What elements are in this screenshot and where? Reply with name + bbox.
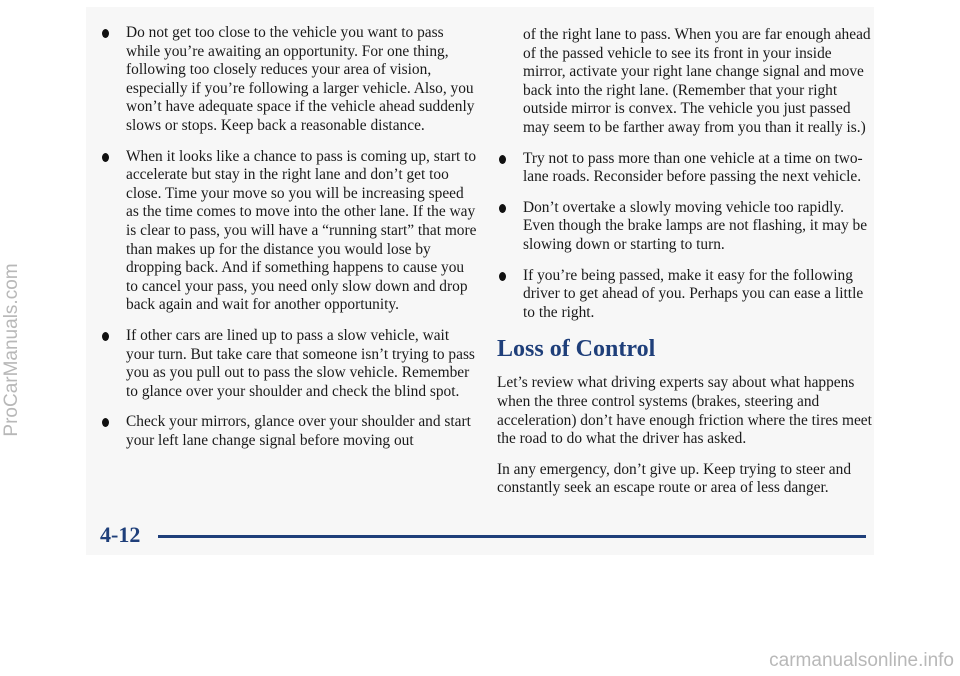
section-heading: Loss of Control: [497, 336, 656, 363]
page-number: 4-12: [100, 522, 141, 547]
list-item: [100, 24, 478, 136]
list-item: [497, 150, 875, 187]
bullet-text: Do not get too close to the vehicle you want to pass while you’re awaiting an opportunity. For one thing, following too closely reduces your area of vision, especially if you’re following a larger vehicle. Also, you won’t have adequate space if the vehicle ahead suddenly slows or stops. Keep back a reasonable distance.: [126, 24, 475, 134]
watermark-text: ProCarManuals.com: [1, 263, 22, 437]
bullet-icon: [102, 418, 109, 427]
bullet-icon: [102, 153, 109, 162]
side-watermark: [0, 200, 24, 500]
list-item: [100, 148, 478, 315]
bullet-icon: [499, 272, 506, 281]
list-item: [497, 267, 875, 323]
bullet-text: Don’t overtake a slowly moving vehicle too rapidly. Even though the brake lamps are not flashing, it may be slowing down or starting to turn.: [523, 198, 868, 253]
list-item: [100, 327, 478, 401]
left-column: [100, 24, 478, 462]
bullet-icon: [102, 29, 109, 38]
list-item: [497, 199, 875, 255]
continuation-text: of the right lane to pass. When you are far enough ahead of the passed vehicle to see its front in your inside mirror, activate your right lane change signal and move back into the right lane. (Remember that your right outside mirror is convex. The vehicle you just passed may seem to be farther away from you than it really is.): [523, 26, 871, 136]
bullet-text: If other cars are lined up to pass a slow vehicle, wait your turn. But take care that someone isn’t trying to pass you as you pull out to pass the slow vehicle. Remember to glance over your shoulder and check the blind spot.: [126, 326, 475, 400]
bullet-icon: [499, 204, 506, 213]
bullet-icon: [499, 155, 506, 164]
bullet-icon: [102, 332, 109, 341]
page-footer: [100, 520, 866, 550]
paragraph: Let’s review what driving experts say about what happens when the three control systems (brakes, steering and acceleration) don’t have enough friction where the tires meet the road to do what the driver has asked.: [497, 374, 872, 448]
bullet-text: If you’re being passed, make it easy for the following driver to get ahead of you. Perhaps you can ease a little to the right.: [523, 266, 864, 321]
bullet-text: Try not to pass more than one vehicle at a time on two-lane roads. Reconsider before passing the next vehicle.: [523, 149, 863, 186]
right-column: [497, 26, 875, 510]
bullet-text: When it looks like a chance to pass is coming up, start to accelerate but stay in the right lane and don’t get too close. Time your move so you will be increasing speed as the time comes to move into the other lane. If the way is clear to pass, you will have a “running start” that more than makes up for the distance you would lose by dropping back. And if something happens to cause you to cancel your pass, you need only slow down and drop back again and wait for another opportunity.: [126, 147, 477, 314]
footer-rule: [158, 535, 866, 538]
list-item: [100, 413, 478, 450]
paragraph: In any emergency, don’t give up. Keep trying to steer and constantly seek an escape route or area of less danger.: [497, 460, 852, 497]
bullet-text: Check your mirrors, glance over your shoulder and start your left lane change signal before moving out: [126, 413, 471, 449]
bottom-watermark: carmanualsonline.info: [769, 650, 954, 671]
